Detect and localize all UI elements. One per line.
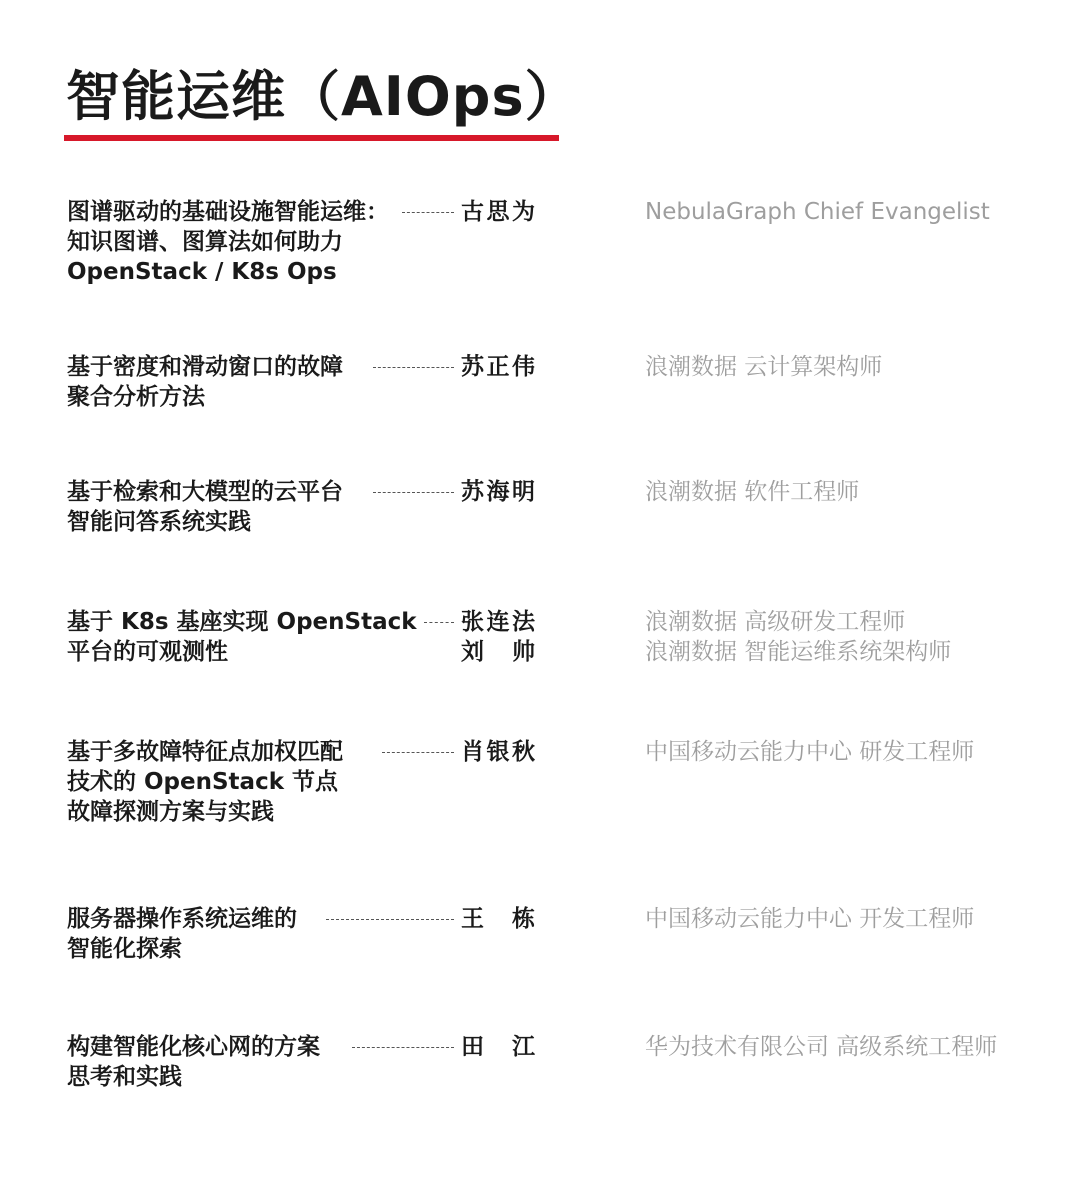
speaker-line: 古思为: [461, 199, 535, 225]
dotted-leader: [402, 212, 454, 213]
speaker-role: [645, 477, 859, 507]
dotted-leader: [352, 1047, 454, 1048]
speaker-line: 王 栋: [461, 906, 535, 932]
dotted-leader: [373, 367, 454, 368]
page-title: 智能运维（AIOps）: [66, 65, 580, 128]
role-line: 中国移动云能力中心 研发工程师: [645, 739, 975, 765]
speaker-name: [461, 1032, 535, 1062]
role-line: 华为技术有限公司 高级系统工程师: [645, 1034, 998, 1060]
topic-line: 聚合分析方法: [67, 384, 205, 410]
session-topic: [67, 197, 389, 287]
speaker-line: 肖银秋: [461, 739, 535, 765]
speaker-name: [461, 607, 535, 667]
topic-line: 知识图谱、图算法如何助力: [67, 229, 343, 255]
speaker-line: 苏正伟: [461, 354, 535, 380]
topic-line: 构建智能化核心网的方案: [67, 1034, 320, 1060]
speaker-role: [645, 607, 951, 667]
topic-line: 基于密度和滑动窗口的故障: [67, 354, 343, 380]
session-row: [0, 607, 1080, 717]
topic-line: 平台的可观测性: [67, 639, 228, 665]
topic-line: OpenStack / K8s Ops: [67, 259, 337, 285]
topic-line: 智能问答系统实践: [67, 509, 251, 535]
topic-line: 基于多故障特征点加权匹配: [67, 739, 343, 765]
session-row: [0, 477, 1080, 587]
session-row: [0, 904, 1080, 1014]
speaker-line: 田 江: [461, 1034, 535, 1060]
speaker-line: 张连法: [461, 609, 535, 635]
session-topic: [67, 737, 343, 827]
topic-line: 服务器操作系统运维的: [67, 906, 297, 932]
session-topic: [67, 1032, 320, 1092]
session-topic: [67, 352, 343, 412]
dotted-leader: [382, 752, 454, 753]
speaker-name: [461, 904, 535, 934]
speaker-line: 苏海明: [461, 479, 535, 505]
speaker-role: [645, 1032, 997, 1062]
title-underline: [64, 135, 559, 141]
speaker-name: [461, 197, 535, 227]
topic-line: 故障探测方案与实践: [67, 799, 274, 825]
speaker-role: [645, 197, 990, 227]
session-row: [0, 197, 1080, 307]
speaker-role: [645, 737, 974, 767]
session-row: [0, 737, 1080, 847]
topic-line: 基于检索和大模型的云平台: [67, 479, 343, 505]
speaker-role: [645, 904, 974, 934]
topic-line: 思考和实践: [67, 1064, 182, 1090]
speaker-role: [645, 352, 882, 382]
role-line: 浪潮数据 云计算架构师: [645, 354, 883, 380]
session-row: [0, 352, 1080, 462]
speaker-name: [461, 477, 535, 507]
role-line: NebulaGraph Chief Evangelist: [645, 199, 990, 225]
role-line: 浪潮数据 软件工程师: [645, 479, 860, 505]
role-line: 中国移动云能力中心 开发工程师: [645, 906, 975, 932]
role-line: 浪潮数据 高级研发工程师: [645, 609, 906, 635]
topic-line: 基于 K8s 基座实现 OpenStack: [67, 609, 417, 635]
dotted-leader: [326, 919, 454, 920]
session-topic: [67, 607, 417, 667]
speaker-name: [461, 352, 535, 382]
session-row: [0, 1032, 1080, 1142]
topic-line: 图谱驱动的基础设施智能运维：: [67, 199, 389, 225]
topic-line: 智能化探索: [67, 936, 182, 962]
session-topic: [67, 904, 297, 964]
dotted-leader: [373, 492, 454, 493]
dotted-leader: [424, 622, 454, 623]
speaker-line: 刘 帅: [461, 639, 535, 665]
session-topic: [67, 477, 343, 537]
speaker-name: [461, 737, 535, 767]
topic-line: 技术的 OpenStack 节点: [67, 769, 339, 795]
role-line: 浪潮数据 智能运维系统架构师: [645, 639, 952, 665]
